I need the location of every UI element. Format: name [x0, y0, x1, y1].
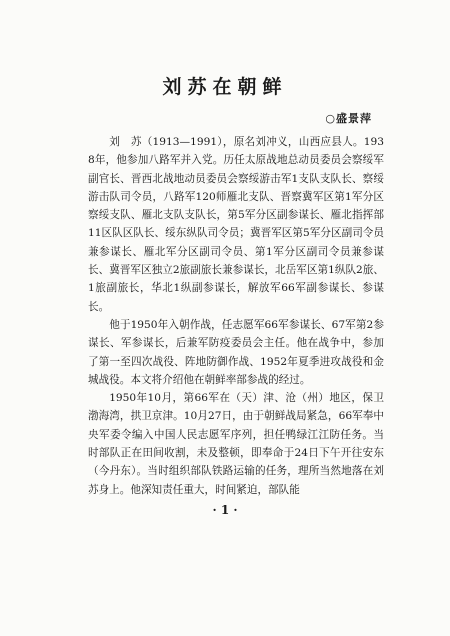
article-title: 刘苏在朝鲜	[162, 76, 288, 98]
page-number: · 1 ·	[212, 503, 238, 517]
paragraph-korea-service: 他于1950年入朝作战，任志愿军66军参谋长、67军第2参谋长、军参谋长，后兼军防疫委员会主任。他在战争中，参加了第一至四次战役、阵地防御作战、1952年夏季进攻战役和金城战役。本文将介绍他在朝鲜率部参战的经过。	[88, 318, 384, 386]
article-body	[88, 133, 384, 499]
paragraph-deployment: 1950年10月，第66军在（天）津、沧（州）地区，保卫渤海湾，拱卫京津。10月27日，由于朝鲜战局紧急，66军奉中央军委令编入中国人民志愿军序列，担任鸭绿江江防任务。当时部队正在田间收割，未及整顿，即奉命于24日下午开往安东（今丹东）。当时组织部队铁路运输的任务，理所当然地落在刘苏身上。他深知责任重大，时间紧迫，部队能	[88, 392, 384, 496]
paragraph-biography: 刘 苏（1913—1991），原名刘冲义，山西应县人。1938年，他参加八路军并入党。历任太原战地总动员委员会察绥军副官长、晋西北战地动员委员会察绥游击军1支队支队长、察绥游击队司令员，八路军120师雁北支队、晋察冀军区第1军分区察绥支队、雁北支队支队长，第5军分区副参谋长、雁北指挥部11区队区队长、绥东纵队司令员；冀晋军区第5军分区副司令员兼参谋长、雁北军分区副司令员、第1军分区副司令员兼参谋长、冀晋军区独立2旅副旅长兼参谋长，北岳军区第1纵队2旅、1旅副旅长，华北1纵副参谋长，解放军66军副参谋长、参谋长。	[88, 136, 384, 313]
author-byline: ○盛景萍	[325, 112, 372, 125]
